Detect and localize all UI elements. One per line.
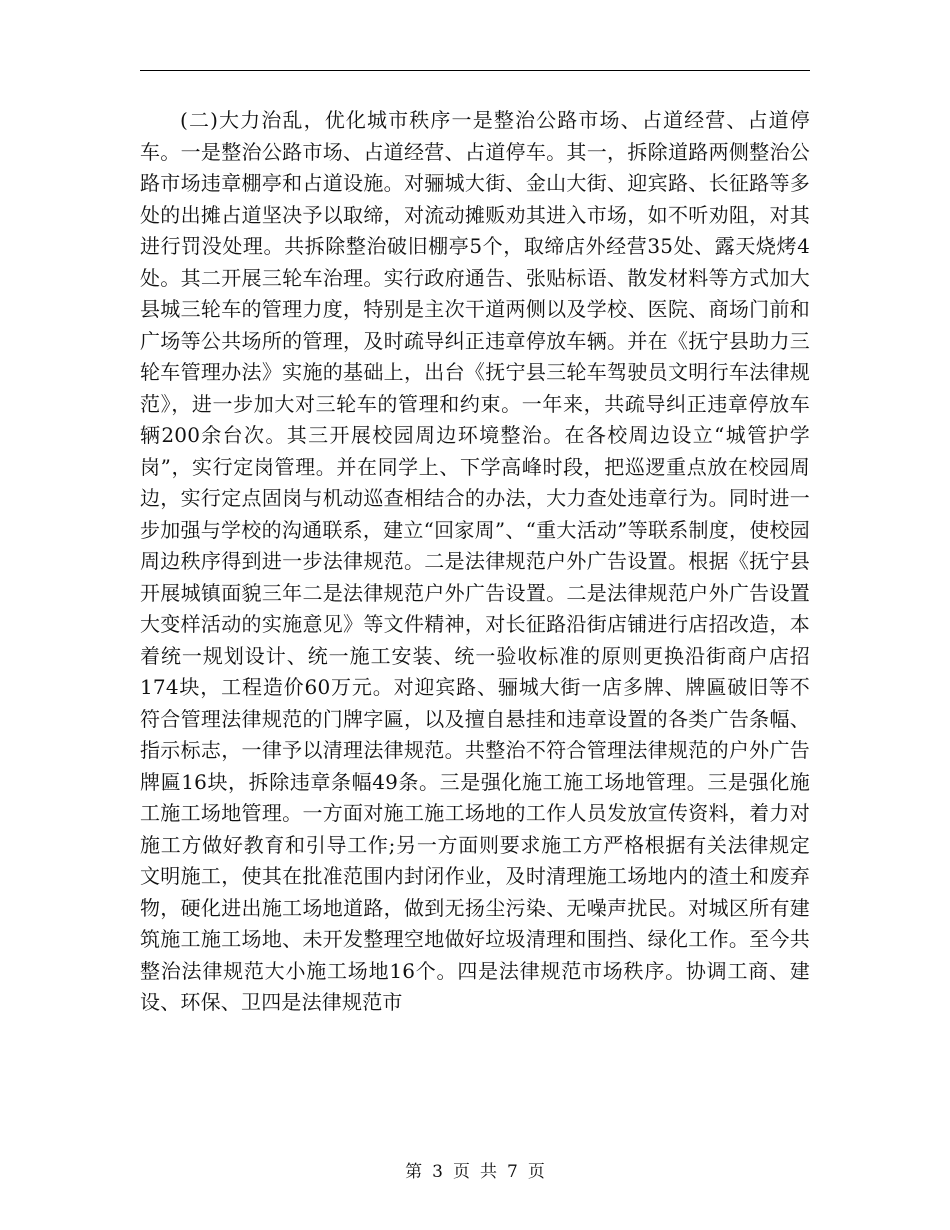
footer-gong: 共 xyxy=(480,1162,497,1182)
footer-ye: 页 xyxy=(453,1162,470,1182)
page-footer xyxy=(0,1157,950,1182)
document-body xyxy=(140,105,810,1019)
footer-ye-2: 页 xyxy=(527,1162,545,1182)
header-rule xyxy=(140,70,810,71)
current-page-number: 3 xyxy=(432,1162,443,1182)
body-paragraph: (二)大力治乱，优化城市秩序一是整治公路市场、占道经营、占道停车。一是整治公路市场、占道经营、占道停车。其一，拆除道路两侧整治公路市场违章棚亭和占道设施。对骊城大街、金山大街、迎宾路、长征路等多处的出摊占道坚决予以取缔，对流动摊贩劝其进入市场，如不听劝阻，对其进行罚没处理。共拆除整治破旧棚亭5个，取缔店外经营35处、露天烧烤4处。其二开展三轮车治理。实行政府通告、张贴标语、散发材料等方式加大县城三轮车的管理力度，特别是主次干道两侧以及学校、医院、商场门前和广场等公共场所的管理，及时疏导纠正违章停放车辆。并在《抚宁县助力三轮车管理办法》实施的基础上，出台《抚宁县三轮车驾驶员文明行车法律规范》，进一步加大对三轮车的管理和约束。一年来，共疏导纠正违章停放车辆200余台次。其三开展校园周边环境整治。在各校周边设立“城管护学岗”，实行定岗管理。并在同学上、下学高峰时段，把巡逻重点放在校园周边，实行定点固岗与机动巡查相结合的办法，大力查处违章行为。同时进一步加强与学校的沟通联系，建立“回家周”、“重大活动”等联系制度，使校园周边秩序得到进一步法律规范。二是法律规范户外广告设置。根据《抚宁县开展城镇面貌三年二是法律规范户外广告设置。二是法律规范户外广告设置大变样活动的实施意见》等文件精神，对长征路沿街店铺进行店招改造，本着统一规划设计、统一施工安装、统一验收标准的原则更换沿街商户店招174块，工程造价60万元。对迎宾路、骊城大街一店多牌、牌匾破旧等不符合管理法律规范的门牌字匾，以及擅自悬挂和违章设置的各类广告条幅、指示标志，一律予以清理法律规范。共整治不符合管理法律规范的户外广告牌匾16块，拆除违章条幅49条。三是强化施工施工场地管理。三是强化施工施工场地管理。一方面对施工施工场地的工作人员发放宣传资料，着力对施工方做好教育和引导工作;另一方面则要求施工方严格根据有关法律规定文明施工，使其在批准范围内封闭作业，及时清理施工场地内的渣土和废弃物，硬化进出施工场地道路，做到无扬尘污染、无噪声扰民。对城区所有建筑施工施工场地、未开发整理空地做好垃圾清理和围挡、绿化工作。至今共整治法律规范大小施工场地16个。四是法律规范市场秩序。协调工商、建设、环保、卫四是法律规范市 xyxy=(140,108,810,1014)
total-page-count: 7 xyxy=(507,1162,518,1182)
footer-di: 第 xyxy=(405,1162,423,1182)
